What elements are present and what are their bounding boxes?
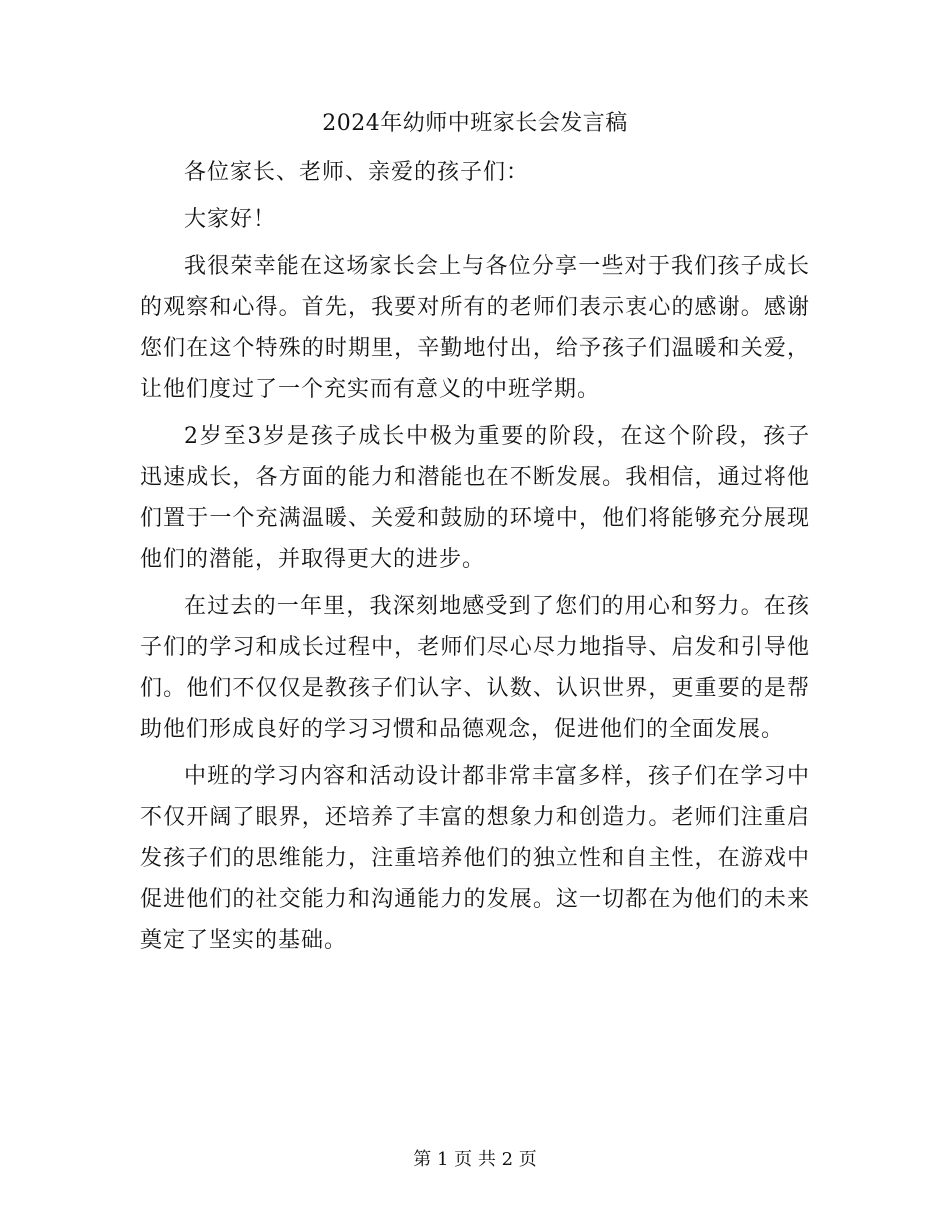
body-paragraph: 在过去的一年里，我深刻地感受到了您们的用心和努力。在孩子们的学习和成长过程中，老师们尽心尽力地指导、启发和引导他们。他们不仅仅是教孩子们认字、认数、认识世界，更重要的是帮助他们形成良好的学习习惯和品德观念，促进他们的全面发展。 <box>140 594 810 742</box>
body-paragraph: 我很荣幸能在这场家长会上与各位分享一些对于我们孩子成长的观察和心得。首先，我要对所有的老师们表示衷心的感谢。感谢您们在这个特殊的时期里，辛勤地付出，给予孩子们温暖和关爱，让他们度过了一个充实而有意义的中班学期。 <box>140 254 810 402</box>
document-body <box>140 152 810 967</box>
document-title: 2024年幼师中班家长会发言稿 <box>322 111 628 136</box>
hello-paragraph: 大家好！ <box>184 207 277 232</box>
body-paragraph: 中班的学习内容和活动设计都非常丰富多样，孩子们在学习中不仅开阔了眼界，还培养了丰富的想象力和创造力。老师们注重启发孩子们的思维能力，注重培养他们的独立性和自主性，在游戏中促进他们的社交能力和沟通能力的发展。这一切都在为他们的未来奠定了坚实的基础。 <box>140 764 810 953</box>
page-footer <box>0 1146 950 1174</box>
page-number-label: 第 1 页 共 2 页 <box>413 1149 537 1170</box>
greeting-paragraph: 各位家长、老师、亲爱的孩子们： <box>184 160 530 185</box>
body-paragraph: 2岁至3岁是孩子成长中极为重要的阶段，在这个阶段，孩子迅速成长，各方面的能力和潜能也在不断发展。我相信，通过将他们置于一个充满温暖、关爱和鼓励的环境中，他们将能够充分展现他们的潜能，并取得更大的进步。 <box>140 424 810 572</box>
